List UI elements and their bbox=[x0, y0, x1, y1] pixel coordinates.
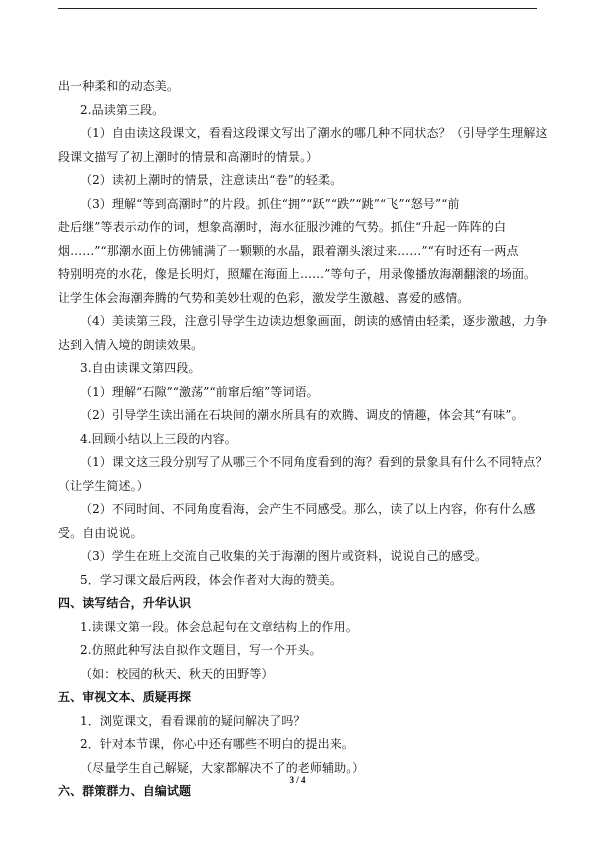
header-rule bbox=[58, 8, 537, 9]
text-line: 让学生体会海潮奔腾的气势和美妙壮观的色彩，激发学生激越、喜爱的感情。 bbox=[58, 290, 470, 305]
text-line: 1.读课文第一段。体会总起句在文章结构上的作用。 bbox=[80, 619, 358, 634]
section-heading: 五、审视文本、质疑再探 bbox=[58, 690, 192, 704]
text-line: 达到入情入境的朗读效果。 bbox=[58, 337, 204, 352]
text-line: 2.品读第三段。 bbox=[80, 102, 165, 117]
text-line: （让学生简述。） bbox=[58, 478, 149, 493]
text-line: （2）不同时间、不同角度看海，会产生不同感受。那么，读了以上内容，你有什么感 bbox=[80, 502, 536, 516]
text-line: （1）理解“石隙”“激荡”“前窜后缩”等词语。 bbox=[80, 384, 319, 399]
text-line: 出一种柔和的动态美。 bbox=[58, 79, 180, 93]
text-line: 特别明亮的水花，像是长明灯，照耀在海面上……”等句子，用录像播放海潮翻滚的场面。 bbox=[58, 267, 537, 281]
text-line: （3）理解“等到高潮时”的片段。抓住“拥”“跃”“跌”“跳”“飞”“怒号”“前 bbox=[80, 196, 460, 211]
text-line: 2.仿照此种写法自拟作文题目，写一个开头。 bbox=[80, 643, 322, 657]
text-line: 4.回顾小结以上三段的内容。 bbox=[80, 431, 237, 446]
text-line: 3.自由读课文第四段。 bbox=[80, 361, 201, 375]
text-line: （2）引导学生读出涌在石块间的潮水所具有的欢腾、调皮的情趣，体会其“有味”。 bbox=[80, 408, 524, 422]
text-line: 1．浏览课文，看看课前的疑问解决了吗？ bbox=[80, 713, 306, 728]
page-number: 3 / 4 bbox=[289, 775, 306, 785]
section-heading: 六、群策群力、自编试题 bbox=[58, 784, 192, 798]
text-line: 5．学习课文最后两段，体会作者对大海的赞美。 bbox=[80, 572, 342, 587]
section-heading: 四、读写结合，升华认识 bbox=[58, 596, 192, 610]
text-line: 赴后继”等表示动作的词，想象高潮时，海水征服沙滩的气势。抓住“升起一阵阵的白 bbox=[58, 220, 507, 234]
document-body bbox=[58, 75, 548, 804]
text-line: 2．针对本节课，你心中还有哪些不明白的提出来。 bbox=[80, 737, 354, 751]
text-line: （3）学生在班上交流自己收集的关于海潮的图片或资料，说说自己的感受。 bbox=[80, 549, 488, 563]
text-line: 受。自由说说。 bbox=[58, 525, 143, 540]
text-line: （尽量学生自己解疑，大家都解决不了的老师辅助。） bbox=[80, 760, 365, 775]
text-line: 段课文描写了初上潮时的情景和高潮时的情景。） bbox=[58, 149, 319, 164]
text-line: （1）自由读这段课文，看看这段课文写出了潮水的哪几种不同状态？（引导学生理解这 bbox=[80, 126, 548, 140]
text-line: （1）课文这三段分别写了从哪三个不同角度看到的海？看到的景象具有什么不同特点？ bbox=[80, 455, 548, 469]
text-line: （4）美读第三段，注意引导学生边读边想象画面，朗读的感情由轻柔，逐步激越，力争 bbox=[80, 314, 548, 328]
text-line: 烟……”“那潮水面上仿佛铺满了一颗颗的水晶，跟着潮头滚过来……”“有时还有一两点 bbox=[58, 243, 519, 258]
text-line: （2）读初上潮时的情景，注意读出“卷”的轻柔。 bbox=[80, 173, 343, 187]
text-line: （如：校园的秋天、秋天的田野等） bbox=[80, 666, 274, 681]
